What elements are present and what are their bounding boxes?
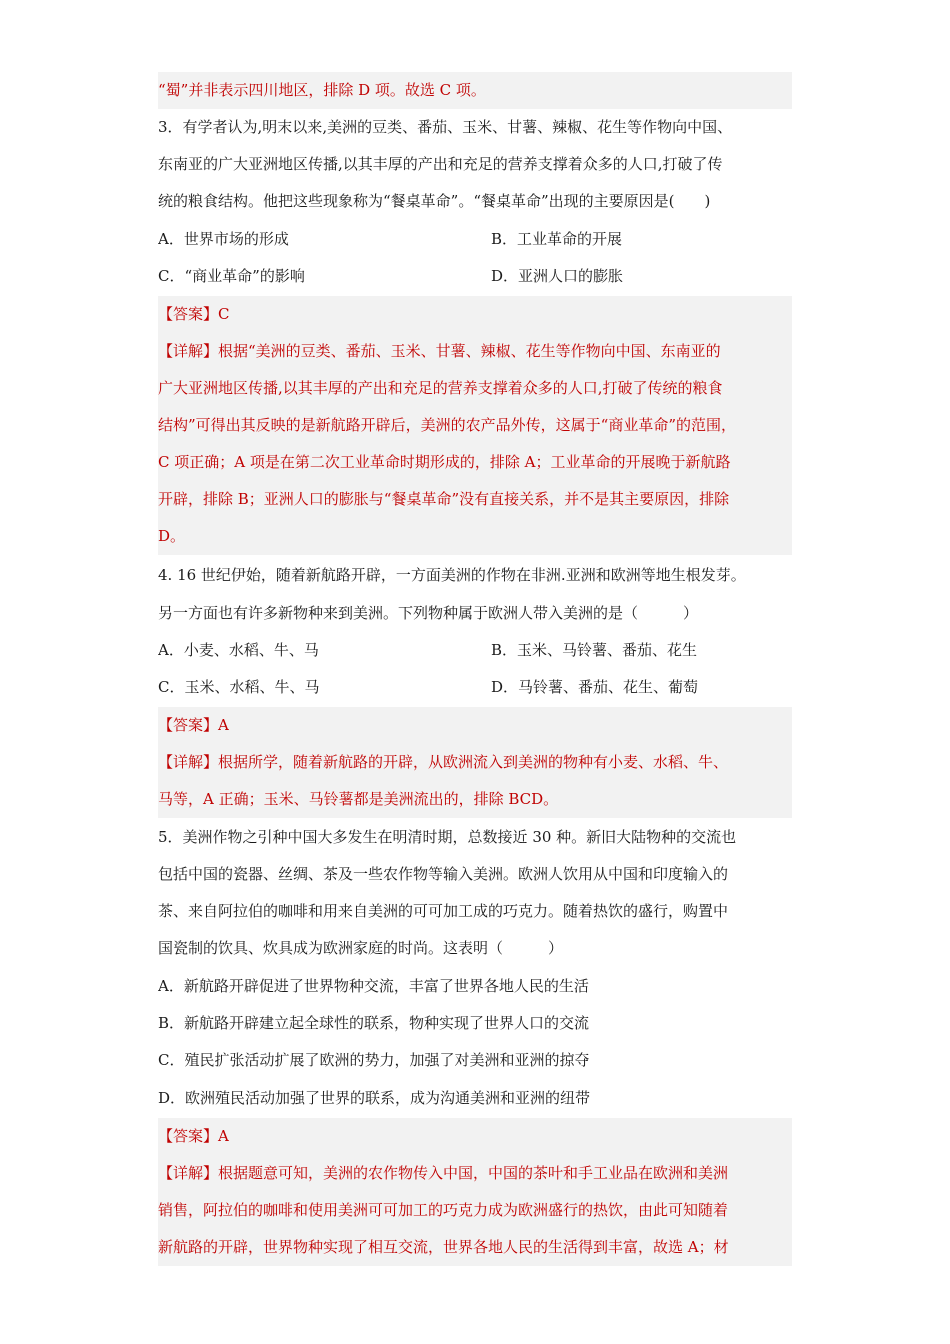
option-row [158,632,792,669]
option-c: C．殖民扩张活动扩展了欧洲的势力，加强了对美洲和亚洲的掠夺 [158,1051,590,1069]
option-d: D．亚洲人口的膨胀 [491,267,624,285]
detail-line: 开辟，排除 B；亚洲人口的膨胀与“餐桌革命”没有直接关系，并不是其主要原因，排除 [158,481,792,518]
option-row [158,221,792,258]
detail-line: D。 [158,518,792,555]
question-stem-line: 茶、来自阿拉伯的咖啡和用来自美洲的可可加工成的巧克力。随着热饮的盛行，购置中 [158,902,729,920]
option-row [158,669,792,706]
detail-line: 【详解】根据所学，随着新航路的开辟，从欧洲流入到美洲的物种有小麦、水稻、牛、 [158,744,792,781]
detail-line: 【详解】根据“美洲的豆类、番茄、玉米、甘薯、辣椒、花生等作物向中国、东南亚的 [158,333,792,370]
option-b: B．工业革命的开展 [491,230,623,248]
option-a: A．新航路开辟促进了世界物种交流，丰富了世界各地人民的生活 [158,977,589,995]
detail-line: 马等，A 正确；玉米、马铃薯都是美洲流出的，排除 BCD。 [158,781,792,818]
detail-line: 销售，阿拉伯的咖啡和使用美洲可可加工的巧克力成为欧洲盛行的热饮，由此可知随着 [158,1192,792,1229]
question-stem-line: 国瓷制的饮具、炊具成为欧洲家庭的时尚。这表明（ ） [158,939,564,957]
detail-line: 新航路的开辟，世界物种实现了相互交流，世界各地人民的生活得到丰富，故选 A；材 [158,1229,792,1266]
question-stem-line: 另一方面也有许多新物种来到美洲。下列物种属于欧洲人带入美洲的是（ ） [158,604,699,622]
option-c: C．玉米、水稻、牛、马 [158,678,320,696]
option-d: D．欧洲殖民活动加强了世界的联系，成为沟通美洲和亚洲的纽带 [158,1089,591,1107]
answer-line: 【答案】A [158,1118,792,1155]
question-stem-line: 5．美洲作物之引种中国大多发生在明清时期，总数接近 30 种。新旧大陆物种的交流也 [158,828,737,846]
question-stem-line: 包括中国的瓷器、丝绸、茶及一些农作物等输入美洲。欧洲人饮用从中国和印度输入的 [158,865,729,883]
question-stem-line: 东南亚的广大亚洲地区传播,以其丰厚的产出和充足的营养支撑着众多的人口,打破了传 [158,155,723,173]
option-c: C．“商业革命”的影响 [158,267,305,285]
detail-line: 广大亚洲地区传播,以其丰厚的产出和充足的营养支撑着众多的人口,打破了传统的粮食 [158,370,792,407]
detail-line: C 项正确；A 项是在第二次工业革命时期形成的，排除 A；工业革命的开展晚于新航路 [158,444,792,481]
option-b: B．玉米、马铃薯、番茄、花生 [491,641,698,659]
option-b: B．新航路开辟建立起全球性的联系，物种实现了世界人口的交流 [158,1014,590,1032]
question-stem-line: 统的粮食结构。他把这些现象称为“餐桌革命”。“餐桌革命”出现的主要原因是( ) [158,192,711,210]
detail-line: 结构”可得出其反映的是新航路开辟后，美洲的农产品外传，这属于“商业革命”的范围， [158,407,792,444]
option-a: A．世界市场的形成 [158,230,289,248]
detail-line: 【详解】根据题意可知，美洲的农作物传入中国，中国的茶叶和手工业品在欧洲和美洲 [158,1155,792,1192]
option-a: A．小麦、水稻、牛、马 [158,641,319,659]
option-row [158,258,792,295]
answer-line: 【答案】C [158,296,792,333]
question-stem-line: 3．有学者认为,明末以来,美洲的豆类、番茄、玉米、甘薯、辣椒、花生等作物向中国、 [158,118,733,136]
question-stem-line: 4. 16 世纪伊始，随着新航路开辟，一方面美洲的作物在非洲.亚洲和欧洲等地生根发芽。 [158,566,746,584]
option-d: D．马铃薯、番茄、花生、葡萄 [491,678,699,696]
previous-detail-tail: “蜀”并非表示四川地区，排除 D 项。故选 C 项。 [158,72,792,109]
answer-line: 【答案】A [158,707,792,744]
